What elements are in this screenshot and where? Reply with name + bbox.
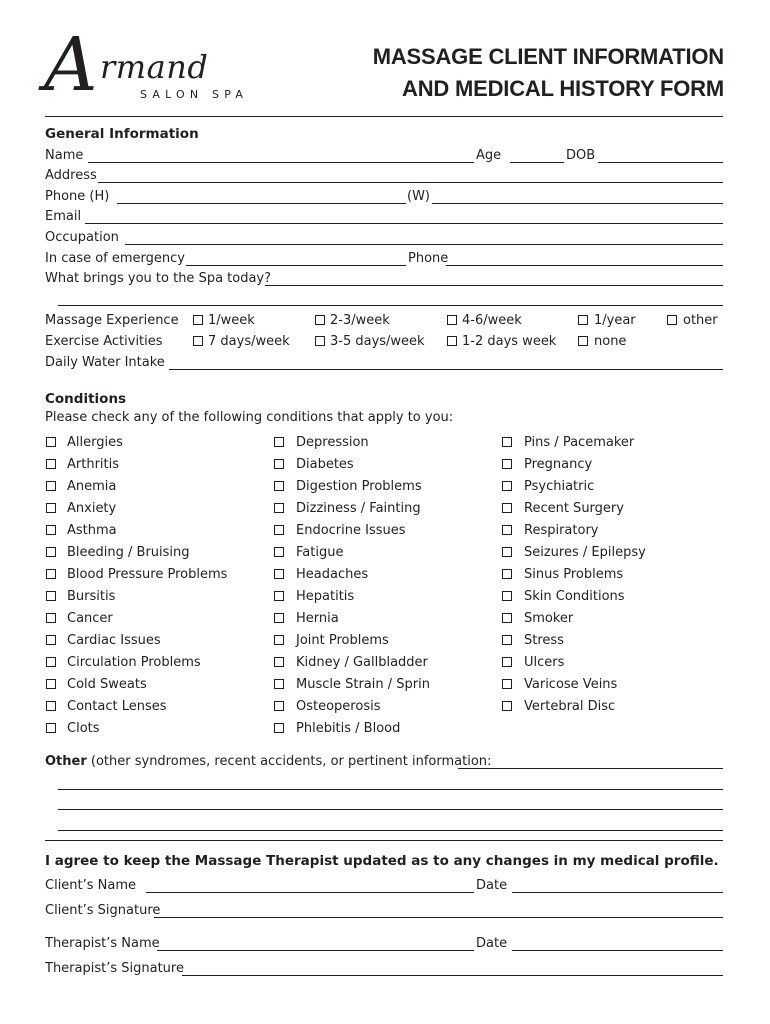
water-intake-label: Daily Water Intake xyxy=(45,355,165,370)
condition-label: Vertebral Disc xyxy=(524,699,616,714)
condition-checkbox[interactable] xyxy=(46,525,56,535)
condition-checkbox[interactable] xyxy=(502,657,512,667)
condition-label: Hernia xyxy=(296,611,339,626)
condition-label: Cancer xyxy=(67,611,113,626)
condition-label: Dizziness / Fainting xyxy=(296,501,421,516)
dob-label: DOB xyxy=(566,148,596,163)
logo-initial: A xyxy=(44,22,98,108)
other-label-rest: (other syndromes, recent accidents, or pertinent information: xyxy=(90,754,492,769)
reason-field-line2[interactable] xyxy=(58,305,723,306)
condition-checkbox[interactable] xyxy=(502,679,512,689)
condition-label: Blood Pressure Problems xyxy=(67,567,228,582)
condition-checkbox[interactable] xyxy=(46,613,56,623)
condition-label: Phlebitis / Blood xyxy=(296,721,401,736)
condition-label: Headaches xyxy=(296,567,369,582)
reason-field[interactable] xyxy=(265,285,723,286)
email-field[interactable] xyxy=(85,223,723,224)
agreement-statement: I agree to keep the Massage Therapist updated as to any changes in my medical profile. xyxy=(45,853,719,869)
condition-checkbox[interactable] xyxy=(274,613,284,623)
massage-2-3week-checkbox[interactable] xyxy=(315,315,325,325)
emergency-label: In case of emergency xyxy=(45,251,185,266)
condition-checkbox[interactable] xyxy=(502,701,512,711)
condition-label: Osteoperosis xyxy=(296,699,381,714)
other-field[interactable] xyxy=(458,768,723,769)
condition-label: Clots xyxy=(67,721,100,736)
condition-label: Endocrine Issues xyxy=(296,523,406,538)
exercise-3-5days-checkbox[interactable] xyxy=(315,336,325,346)
condition-checkbox[interactable] xyxy=(274,437,284,447)
exercise-label: Exercise Activities xyxy=(45,334,163,349)
condition-checkbox[interactable] xyxy=(274,459,284,469)
other-field-line3[interactable] xyxy=(58,809,723,810)
condition-label: Allergies xyxy=(67,435,123,450)
massage-other-label: other xyxy=(683,313,718,328)
condition-label: Hepatitis xyxy=(296,589,355,604)
condition-checkbox[interactable] xyxy=(46,723,56,733)
client-name-label: Client’s Name xyxy=(45,878,137,893)
other-divider xyxy=(45,840,723,841)
exercise-1-2days-checkbox[interactable] xyxy=(447,336,457,346)
condition-checkbox[interactable] xyxy=(502,569,512,579)
condition-label: Muscle Strain / Sprin xyxy=(296,677,430,692)
condition-label: Anxiety xyxy=(67,501,117,516)
condition-checkbox[interactable] xyxy=(502,613,512,623)
condition-checkbox[interactable] xyxy=(46,657,56,667)
therapist-signature-field[interactable] xyxy=(182,975,723,976)
phone-work-label: (W) xyxy=(407,189,430,204)
name-field[interactable] xyxy=(88,162,474,163)
condition-checkbox[interactable] xyxy=(274,569,284,579)
other-label xyxy=(45,754,491,770)
condition-checkbox[interactable] xyxy=(502,525,512,535)
condition-checkbox[interactable] xyxy=(274,591,284,601)
conditions-section-title: Conditions xyxy=(45,391,127,407)
therapist-date-field[interactable] xyxy=(512,950,723,951)
condition-label: Contact Lenses xyxy=(67,699,167,714)
condition-label: Cold Sweats xyxy=(67,677,147,692)
exercise-none-label: none xyxy=(594,334,627,349)
massage-1year-checkbox[interactable] xyxy=(578,315,588,325)
exercise-7days-checkbox[interactable] xyxy=(193,336,203,346)
condition-checkbox[interactable] xyxy=(502,459,512,469)
condition-label: Stress xyxy=(524,633,564,648)
massage-1week-label: 1/week xyxy=(208,313,255,328)
exercise-7days-label: 7 days/week xyxy=(208,334,290,349)
email-label: Email xyxy=(45,209,82,224)
exercise-3-5days-label: 3-5 days/week xyxy=(330,334,425,349)
massage-1year-label: 1/year xyxy=(594,313,636,328)
condition-checkbox[interactable] xyxy=(46,547,56,557)
condition-label: Pregnancy xyxy=(524,457,593,472)
condition-checkbox[interactable] xyxy=(46,503,56,513)
age-label: Age xyxy=(476,148,502,163)
massage-other-checkbox[interactable] xyxy=(667,315,677,325)
condition-label: Ulcers xyxy=(524,655,565,670)
massage-2-3week-label: 2-3/week xyxy=(330,313,390,328)
condition-label: Varicose Veins xyxy=(524,677,618,692)
condition-label: Kidney / Gallbladder xyxy=(296,655,428,670)
client-signature-field[interactable] xyxy=(154,917,723,918)
other-label-bold: Other xyxy=(45,754,87,769)
header-divider xyxy=(45,116,723,117)
other-field-line2[interactable] xyxy=(58,789,723,790)
emergency-contact-field[interactable] xyxy=(186,265,406,266)
phone-home-label: Phone (H) xyxy=(45,189,110,204)
condition-checkbox[interactable] xyxy=(46,679,56,689)
condition-label: Anemia xyxy=(67,479,117,494)
form-title-line2: AND MEDICAL HISTORY FORM xyxy=(402,76,724,101)
dob-field[interactable] xyxy=(598,162,723,163)
emergency-phone-label: Phone xyxy=(408,251,449,266)
massage-1week-checkbox[interactable] xyxy=(193,315,203,325)
logo-subtitle: SALON SPA xyxy=(140,88,249,101)
condition-checkbox[interactable] xyxy=(274,679,284,689)
exercise-1-2days-label: 1-2 days week xyxy=(462,334,557,349)
condition-checkbox[interactable] xyxy=(274,701,284,711)
address-label: Address xyxy=(45,168,97,183)
conditions-instructions: Please check any of the following conditions that apply to you: xyxy=(45,410,454,425)
condition-checkbox[interactable] xyxy=(46,591,56,601)
general-section-title: General Information xyxy=(45,126,199,142)
condition-checkbox[interactable] xyxy=(46,701,56,711)
condition-label: Diabetes xyxy=(296,457,354,472)
condition-checkbox[interactable] xyxy=(502,503,512,513)
condition-checkbox[interactable] xyxy=(274,547,284,557)
condition-label: Circulation Problems xyxy=(67,655,201,670)
therapist-date-label: Date xyxy=(476,936,508,951)
condition-label: Bursitis xyxy=(67,589,116,604)
phone-home-field[interactable] xyxy=(117,203,406,204)
condition-checkbox[interactable] xyxy=(502,635,512,645)
therapist-signature-label: Therapist’s Signature xyxy=(45,961,184,976)
condition-label: Fatigue xyxy=(296,545,344,560)
logo-text: rmand xyxy=(100,48,209,86)
emergency-phone-field[interactable] xyxy=(446,265,723,266)
condition-checkbox[interactable] xyxy=(502,547,512,557)
condition-label: Digestion Problems xyxy=(296,479,422,494)
condition-checkbox[interactable] xyxy=(46,459,56,469)
massage-experience-label: Massage Experience xyxy=(45,313,179,328)
phone-work-field[interactable] xyxy=(432,203,723,204)
massage-4-6week-checkbox[interactable] xyxy=(447,315,457,325)
occupation-field[interactable] xyxy=(125,244,723,245)
condition-checkbox[interactable] xyxy=(274,503,284,513)
form-title-line1: MASSAGE CLIENT INFORMATION xyxy=(372,44,724,69)
condition-checkbox[interactable] xyxy=(274,723,284,733)
condition-checkbox[interactable] xyxy=(502,481,512,491)
client-date-label: Date xyxy=(476,878,508,893)
condition-label: Seizures / Epilepsy xyxy=(524,545,646,560)
massage-4-6week-label: 4-6/week xyxy=(462,313,522,328)
reason-label: What brings you to the Spa today? xyxy=(45,271,272,286)
water-intake-field[interactable] xyxy=(169,369,723,370)
condition-label: Skin Conditions xyxy=(524,589,625,604)
address-field[interactable] xyxy=(98,182,723,183)
condition-checkbox[interactable] xyxy=(46,437,56,447)
condition-checkbox[interactable] xyxy=(46,635,56,645)
condition-checkbox[interactable] xyxy=(502,591,512,601)
condition-label: Bleeding / Bruising xyxy=(67,545,190,560)
other-field-line4[interactable] xyxy=(58,830,723,831)
condition-label: Cardiac Issues xyxy=(67,633,161,648)
condition-checkbox[interactable] xyxy=(274,657,284,667)
condition-checkbox[interactable] xyxy=(274,481,284,491)
condition-label: Psychiatric xyxy=(524,479,595,494)
condition-checkbox[interactable] xyxy=(46,481,56,491)
name-label: Name xyxy=(45,148,84,163)
condition-label: Respiratory xyxy=(524,523,599,538)
condition-label: Smoker xyxy=(524,611,574,626)
exercise-none-checkbox[interactable] xyxy=(578,336,588,346)
condition-checkbox[interactable] xyxy=(502,437,512,447)
condition-checkbox[interactable] xyxy=(274,635,284,645)
condition-label: Arthritis xyxy=(67,457,120,472)
client-date-field[interactable] xyxy=(512,892,723,893)
therapist-name-label: Therapist’s Name xyxy=(45,936,160,951)
condition-label: Sinus Problems xyxy=(524,567,624,582)
condition-label: Asthma xyxy=(67,523,117,538)
condition-label: Pins / Pacemaker xyxy=(524,435,635,450)
condition-checkbox[interactable] xyxy=(46,569,56,579)
client-signature-label: Client’s Signature xyxy=(45,903,161,918)
occupation-label: Occupation xyxy=(45,230,119,245)
condition-checkbox[interactable] xyxy=(274,525,284,535)
condition-label: Depression xyxy=(296,435,369,450)
therapist-name-field[interactable] xyxy=(157,950,474,951)
condition-label: Recent Surgery xyxy=(524,501,624,516)
client-name-field[interactable] xyxy=(146,892,474,893)
condition-label: Joint Problems xyxy=(296,633,389,648)
age-field[interactable] xyxy=(510,162,564,163)
